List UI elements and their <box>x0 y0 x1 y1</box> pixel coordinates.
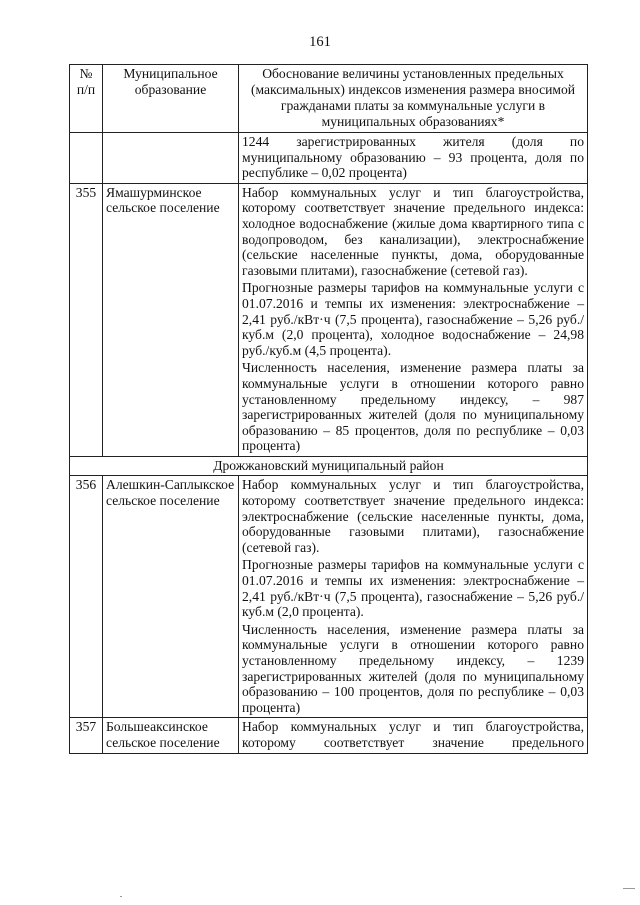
table-header-row <box>70 65 588 133</box>
continuation-text: 1244 зарегистрированных жителя (доля по муниципальному образованию – 93 процента, доля по республике – 0,02 процента) <box>242 134 584 181</box>
row-municipality: Ямашурминское сельское поселение <box>103 183 239 456</box>
district-row <box>70 456 588 476</box>
tariff-justification-table <box>69 64 588 754</box>
page-number: 161 <box>309 34 331 50</box>
header-num: № п/п <box>70 65 103 133</box>
tariffs-paragraph: Прогнозные размеры тарифов на коммунальные услуги с 01.07.2016 и темпы их изменения: электроснабжение – 2,41 руб./кВт·ч (7,5 процента), газоснабжение – 5,26 руб./куб.м (2,0 процента). <box>242 557 584 620</box>
row-num: 356 <box>70 476 103 718</box>
population-paragraph: Численность населения, изменение размера платы за коммунальные услуги в отношении которого равно установленному предельному индексу, – 987 зарегистрированных жителей (доля по муниципальному образованию – 85 процентов, доля по республике – 0,03 процента) <box>242 360 584 454</box>
tariffs-paragraph: Прогнозные размеры тарифов на коммунальные услуги с 01.07.2016 и темпы их изменения: электроснабжение – 2,41 руб./кВт·ч (7,5 процента), газоснабжение – 5,26 руб./куб.м (2,0 процента), холодное водоснабжение – 24,98 руб./куб.м (4,5 процента). <box>242 280 584 358</box>
district-name: Дрожжановский муниципальный район <box>70 456 588 476</box>
scan-mark <box>623 888 635 889</box>
table-row-356 <box>70 476 588 718</box>
population-paragraph: Численность населения, изменение размера платы за коммунальные услуги в отношении которого равно установленному предельному индексу, – 1239 зарегистрированных жителей (доля по муниципальному образованию – 100 процентов, доля по республике – 0,03 процента) <box>242 621 584 715</box>
row-municipality: Алешкин-Саплыкское сельское поселение <box>103 476 239 718</box>
row-municipality <box>103 133 239 184</box>
header-justification: Обоснование величины установленных предельных (максимальных) индексов изменения размера вносимой гражданами платы за коммунальные услуги в муниципальных образованиях* <box>239 65 588 133</box>
row-justification <box>239 133 588 184</box>
services-paragraph: Набор коммунальных услуг и тип благоустройства, которому соответствует значение предельного индекса: электроснабжение (сельские населенные пункты, дома, оборудованные газовыми плитами), газоснабжение (сетевой газ). <box>242 477 584 555</box>
row-justification <box>239 183 588 456</box>
row-justification <box>239 476 588 718</box>
table-row-357 <box>70 718 588 753</box>
services-paragraph: Набор коммунальных услуг и тип благоустройства, которому соответствует значение предельного <box>242 719 584 750</box>
row-justification <box>239 718 588 753</box>
row-num: 355 <box>70 183 103 456</box>
table-row-355 <box>70 183 588 456</box>
row-municipality: Большеаксинское сельское поселение <box>103 718 239 753</box>
header-municipality: Муниципальное образование <box>103 65 239 133</box>
row-num: 357 <box>70 718 103 753</box>
row-num <box>70 133 103 184</box>
services-paragraph: Набор коммунальных услуг и тип благоустройства, которому соответствует значение предельного индекса: холодное водоснабжение (жилые дома квартирного типа с водопроводом, без канализации), электроснабжение (сельские населенные пункты, дома, оборудованные газовыми плитами), газоснабжение (сетевой газ). <box>242 184 584 278</box>
table-row-continuation <box>70 133 588 184</box>
scan-mark <box>120 896 122 897</box>
